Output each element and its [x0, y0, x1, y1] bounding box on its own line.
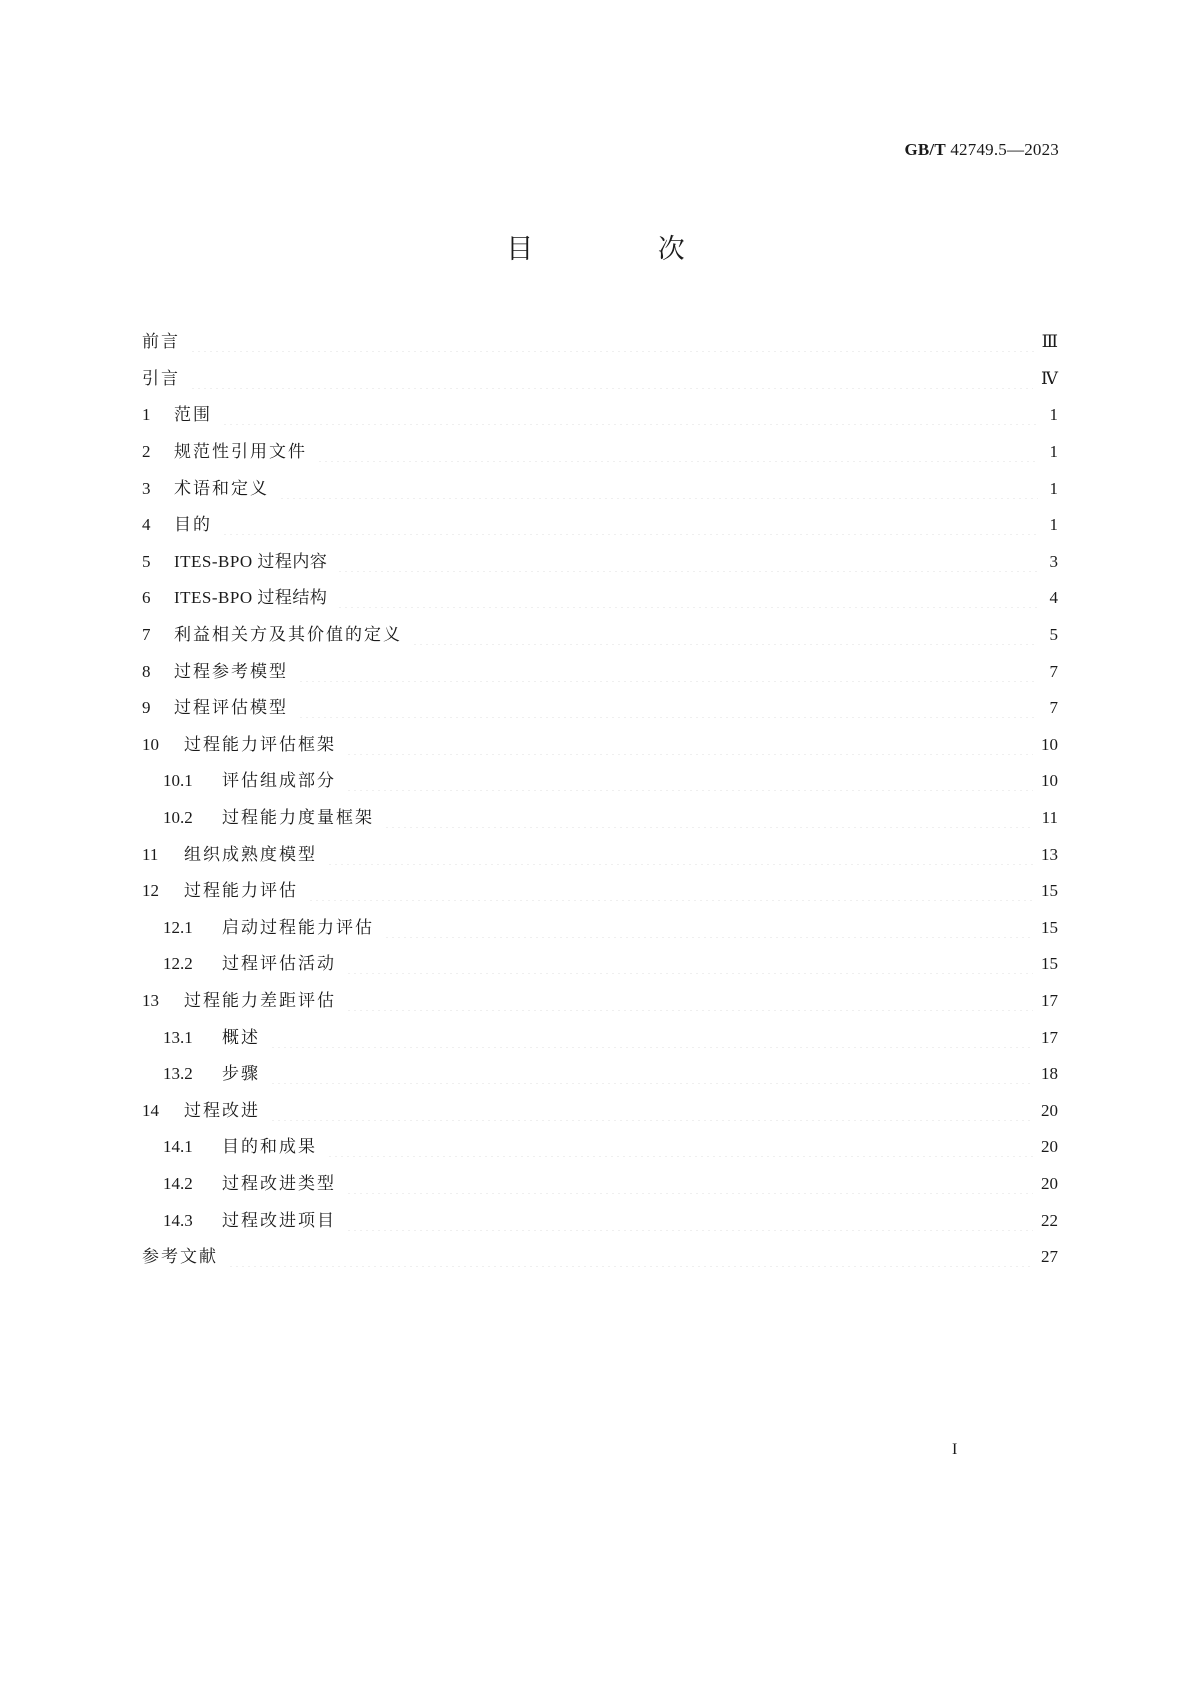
dot-leader [412, 625, 1038, 645]
toc-entry-page: 1 [1049, 405, 1058, 425]
toc-entry[interactable] [142, 653, 1058, 690]
toc-entry[interactable] [142, 690, 1058, 727]
dot-leader [190, 332, 1034, 352]
dot-leader [298, 662, 1038, 682]
dot-leader [228, 1247, 1033, 1267]
toc-entry-page: 20 [1041, 1100, 1058, 1120]
toc-entry[interactable] [142, 836, 1058, 873]
toc-entry-title: 目的 [174, 515, 212, 536]
toc-entry-number: 12 [142, 881, 159, 901]
toc-entry-number: 2 [142, 442, 151, 462]
toc-entry-number: 6 [142, 588, 151, 608]
dot-leader [222, 405, 1038, 425]
dot-leader [190, 369, 1033, 389]
toc-entry-title: 过程改进项目 [222, 1210, 336, 1231]
standard-code-number: 42749.5—2023 [950, 140, 1059, 159]
toc-entry-title: 组织成熟度模型 [184, 844, 317, 865]
toc-entry-number: 11 [142, 844, 159, 864]
toc-entry[interactable] [142, 1056, 1058, 1093]
toc-entry[interactable] [142, 397, 1058, 434]
toc-entry-page: 11 [1041, 808, 1058, 828]
toc-entry-title: 利益相关方及其价值的定义 [174, 625, 402, 646]
toc-entry[interactable] [142, 946, 1058, 983]
toc-entry-title: 过程评估活动 [222, 954, 336, 975]
toc-entry-page: 10 [1041, 771, 1058, 791]
toc-entry-title: 过程改进类型 [222, 1173, 336, 1194]
dot-leader [384, 808, 1034, 828]
toc-entry-page: 20 [1041, 1137, 1058, 1157]
toc-entry[interactable] [142, 324, 1058, 361]
toc-entry-number: 10.2 [163, 808, 193, 828]
toc-entry-page: 15 [1041, 954, 1058, 974]
toc-entry-title: 过程评估模型 [174, 698, 288, 719]
toc-entry-page: 27 [1041, 1247, 1058, 1267]
toc-entry[interactable] [142, 1239, 1058, 1276]
toc-entry[interactable] [142, 434, 1058, 471]
toc-entry-number: 13.2 [163, 1064, 193, 1084]
standard-code-prefix: GB/T [904, 140, 946, 159]
toc-entry-title: 步骤 [222, 1064, 260, 1085]
toc-entry[interactable] [142, 1019, 1058, 1056]
toc-entry-title: 评估组成部分 [222, 771, 336, 792]
toc-entry-page: 15 [1041, 881, 1058, 901]
toc-entry-title: 过程能力差距评估 [184, 990, 336, 1011]
toc-entry-title: 目的和成果 [222, 1137, 317, 1158]
toc-entry[interactable] [142, 910, 1058, 947]
dot-leader [317, 442, 1038, 462]
toc-entry[interactable] [142, 1092, 1058, 1129]
dot-leader [346, 954, 1033, 974]
toc-entry-number: 1 [142, 405, 151, 425]
toc-entry-page: Ⅲ [1041, 332, 1058, 352]
toc-entry[interactable] [142, 361, 1058, 398]
toc-entry-number: 10.1 [163, 771, 193, 791]
standard-code [904, 140, 1059, 160]
toc-entry-number: 12.1 [163, 917, 193, 937]
toc-entry[interactable] [142, 544, 1058, 581]
toc-entry-number: 5 [142, 551, 151, 571]
toc-entry-title: 前言 [142, 332, 180, 353]
toc-entry-title: 启动过程能力评估 [222, 917, 374, 938]
toc-entry[interactable] [142, 763, 1058, 800]
dot-leader [270, 1028, 1033, 1048]
toc-entry-title: 参考文献 [142, 1247, 218, 1268]
dot-leader [222, 515, 1038, 535]
toc-entry-number: 12.2 [163, 954, 193, 974]
toc-entry-title: ITES-BPO 过程内容 [174, 551, 328, 571]
page-title: 目 次 [506, 234, 743, 265]
toc-entry-page: 7 [1049, 661, 1058, 681]
toc-entry-title: 概述 [222, 1027, 260, 1048]
toc-entry-number: 14.2 [163, 1173, 193, 1193]
toc-entry[interactable] [142, 727, 1058, 764]
toc-entry-number: 13.1 [163, 1027, 193, 1047]
toc-entry-number: 14.3 [163, 1210, 193, 1230]
dot-leader [346, 1211, 1033, 1231]
toc-entry-page: 7 [1049, 698, 1058, 718]
dot-leader [279, 479, 1038, 499]
toc-entry-title: 术语和定义 [174, 478, 269, 499]
dot-leader [298, 698, 1038, 718]
toc-entry-number: 14.1 [163, 1137, 193, 1157]
toc-entry-page: 1 [1049, 478, 1058, 498]
toc-entry-page: 18 [1041, 1064, 1058, 1084]
toc-entry[interactable] [142, 617, 1058, 654]
dot-leader [346, 991, 1033, 1011]
toc-entry-title: 范围 [174, 405, 212, 426]
dot-leader [270, 1101, 1033, 1121]
toc-entry-page: 15 [1041, 917, 1058, 937]
toc-entry-page: 10 [1041, 734, 1058, 754]
toc-entry-page: Ⅳ [1041, 368, 1058, 388]
toc-entry-title: 过程改进 [184, 1100, 260, 1121]
toc-entry-title: 过程能力评估 [184, 881, 298, 902]
dot-leader [337, 552, 1038, 572]
dot-leader [270, 1064, 1033, 1084]
toc-entry-page: 1 [1049, 515, 1058, 535]
toc-entry-title: 引言 [142, 368, 180, 389]
toc-entry[interactable] [142, 580, 1058, 617]
dot-leader [327, 1137, 1033, 1157]
toc-entry-page: 13 [1041, 844, 1058, 864]
toc-entry-number: 3 [142, 478, 151, 498]
toc-entry[interactable] [142, 470, 1058, 507]
toc-entry-number: 13 [142, 990, 159, 1010]
dot-leader [346, 1174, 1033, 1194]
toc-entry[interactable] [142, 1202, 1058, 1239]
toc-entry[interactable] [142, 1166, 1058, 1203]
toc-entry-page: 22 [1041, 1210, 1058, 1230]
toc-entry-title: 过程参考模型 [174, 661, 288, 682]
toc-entry-title: 规范性引用文件 [174, 442, 307, 463]
toc-entry[interactable] [142, 507, 1058, 544]
toc-entry[interactable] [142, 800, 1058, 837]
toc-entry-number: 4 [142, 515, 151, 535]
toc-entry-title: 过程能力度量框架 [222, 808, 374, 829]
dot-leader [327, 845, 1033, 865]
page-number: I [952, 1441, 958, 1458]
dot-leader [308, 881, 1033, 901]
toc-entry-page: 17 [1041, 990, 1058, 1010]
toc-entry[interactable] [142, 873, 1058, 910]
toc-entry-number: 7 [142, 625, 151, 645]
toc-entry-title: 过程能力评估框架 [184, 734, 336, 755]
toc-entry-page: 3 [1049, 551, 1058, 571]
toc-entry-page: 20 [1041, 1173, 1058, 1193]
toc-entry-number: 14 [142, 1100, 159, 1120]
toc-entry[interactable] [142, 983, 1058, 1020]
table-of-contents [142, 324, 1058, 1275]
dot-leader [346, 771, 1033, 791]
dot-leader [346, 735, 1033, 755]
toc-entry-page: 5 [1049, 625, 1058, 645]
toc-entry-number: 8 [142, 661, 151, 681]
toc-entry-number: 10 [142, 734, 159, 754]
toc-entry-page: 4 [1049, 588, 1058, 608]
toc-entry-number: 9 [142, 698, 151, 718]
toc-entry-page: 17 [1041, 1027, 1058, 1047]
dot-leader [384, 918, 1033, 938]
dot-leader [337, 588, 1038, 608]
toc-entry-title: ITES-BPO 过程结构 [174, 588, 328, 608]
toc-entry-page: 1 [1049, 442, 1058, 462]
toc-entry[interactable] [142, 1129, 1058, 1166]
